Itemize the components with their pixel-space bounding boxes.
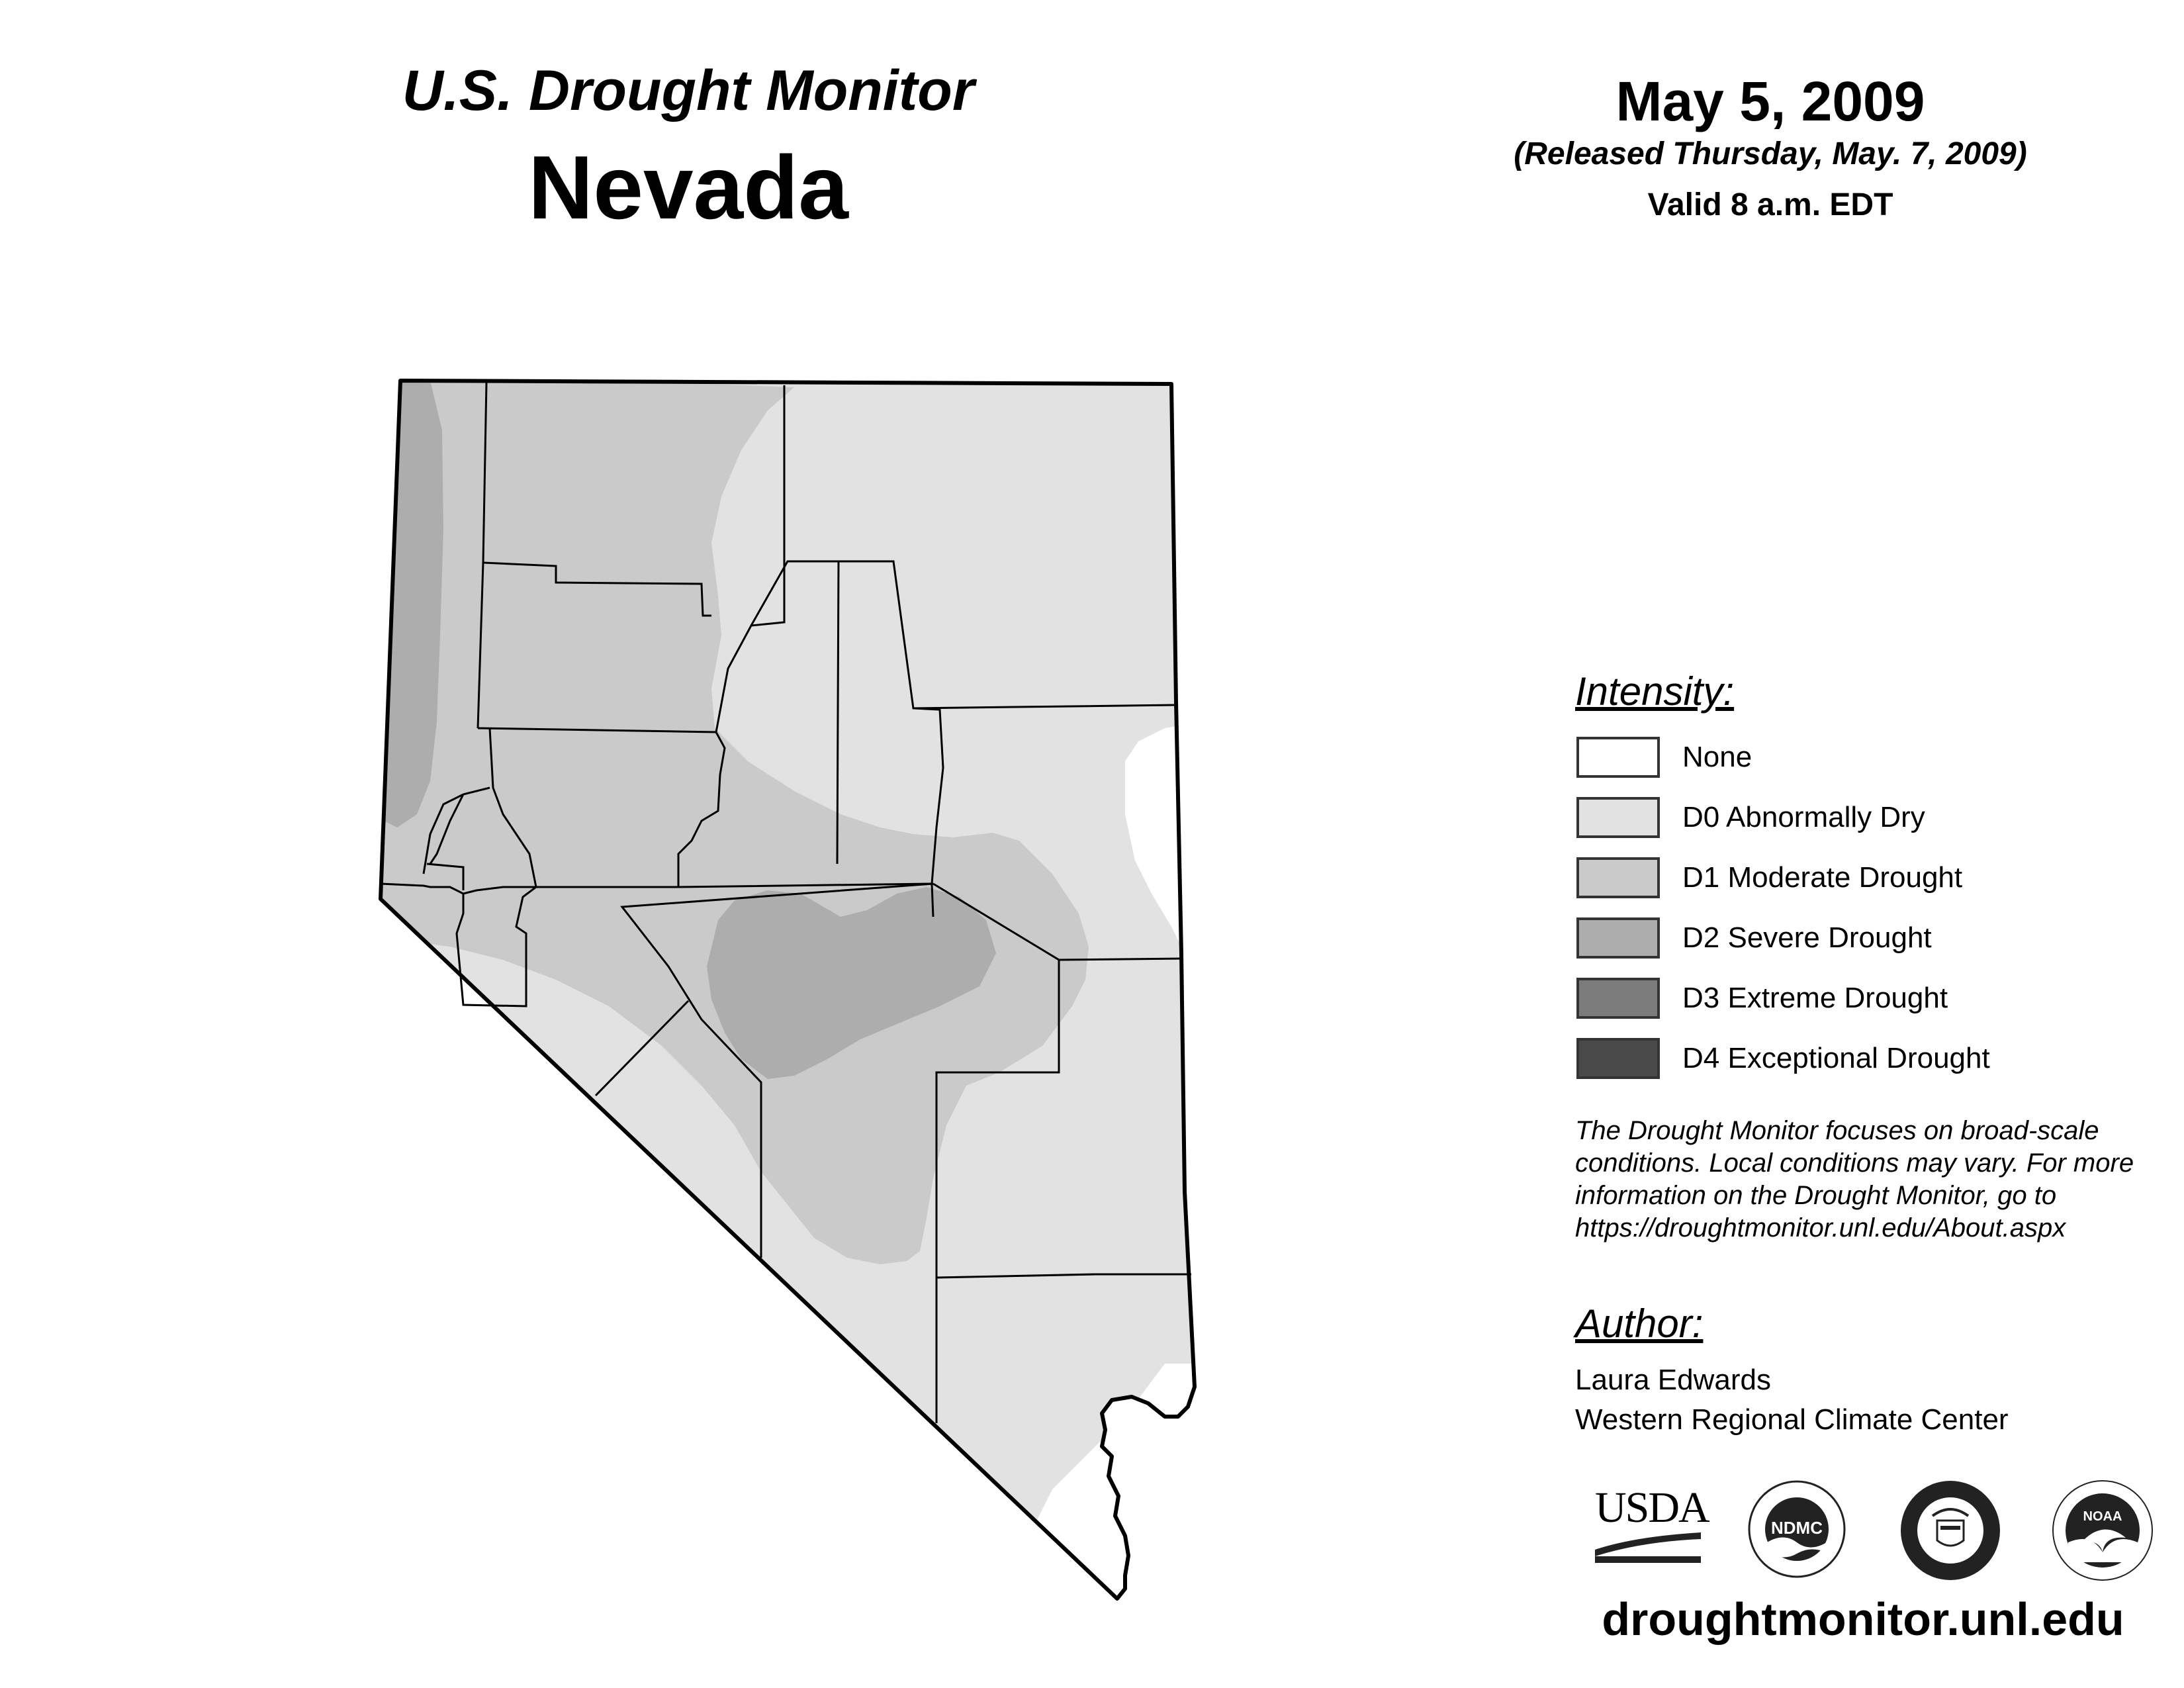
usda-logo-text: USDA <box>1595 1483 1709 1532</box>
usda-logo <box>1595 1483 1709 1562</box>
note-line: conditions. Local conditions may vary. For more <box>1575 1149 2134 1178</box>
usda-swoosh-icon <box>1595 1530 1701 1563</box>
legend-swatch <box>1576 737 1660 778</box>
legend-swatch <box>1576 978 1660 1019</box>
author-name: Laura Edwards <box>1575 1364 1771 1396</box>
ndmc-logo-text: NDMC <box>1771 1518 1823 1538</box>
note-line: information on the Drought Monitor, go to <box>1575 1181 2057 1210</box>
state-name: Nevada <box>528 137 848 238</box>
note-link[interactable]: https://droughtmonitor.unl.edu/About.aspx <box>1575 1213 2066 1243</box>
commerce-seal <box>1899 1479 2002 1582</box>
website-link[interactable]: droughtmonitor.unl.edu <box>1602 1593 2124 1645</box>
legend-label: D0 Abnormally Dry <box>1682 801 1925 833</box>
legend-swatch <box>1576 797 1660 838</box>
legend-swatch <box>1576 857 1660 898</box>
valid-time: Valid 8 a.m. EDT <box>1647 187 1893 222</box>
ndmc-seal-icon <box>1747 1479 1846 1579</box>
legend-label: D3 Extreme Drought <box>1682 982 1948 1014</box>
legend-swatch <box>1576 917 1660 959</box>
disclaimer-note <box>1575 1115 2171 1244</box>
legend-swatch <box>1576 1038 1660 1079</box>
legend-label: D1 Moderate Drought <box>1682 861 1963 894</box>
map-date: May 5, 2009 <box>1615 70 1925 132</box>
noaa-logo-text: NOAA <box>2083 1509 2122 1524</box>
map-title: U.S. Drought Monitor <box>402 59 975 122</box>
department-of-commerce-seal-icon <box>1899 1479 2002 1582</box>
ndmc-logo <box>1747 1479 1846 1579</box>
noaa-seal-icon <box>2052 1479 2154 1582</box>
legend-label: None <box>1682 741 1752 773</box>
noaa-logo <box>2052 1479 2154 1582</box>
release-date: (Released Thursday, May. 7, 2009) <box>1514 136 2027 171</box>
author-title: Author: <box>1575 1301 1704 1346</box>
legend-label: D2 Severe Drought <box>1682 921 1932 954</box>
note-line: The Drought Monitor focuses on broad-scale <box>1575 1116 2099 1145</box>
legend-title: Intensity: <box>1575 669 1735 714</box>
legend-label: D4 Exceptional Drought <box>1682 1042 1990 1074</box>
author-org: Western Regional Climate Center <box>1575 1403 2009 1436</box>
